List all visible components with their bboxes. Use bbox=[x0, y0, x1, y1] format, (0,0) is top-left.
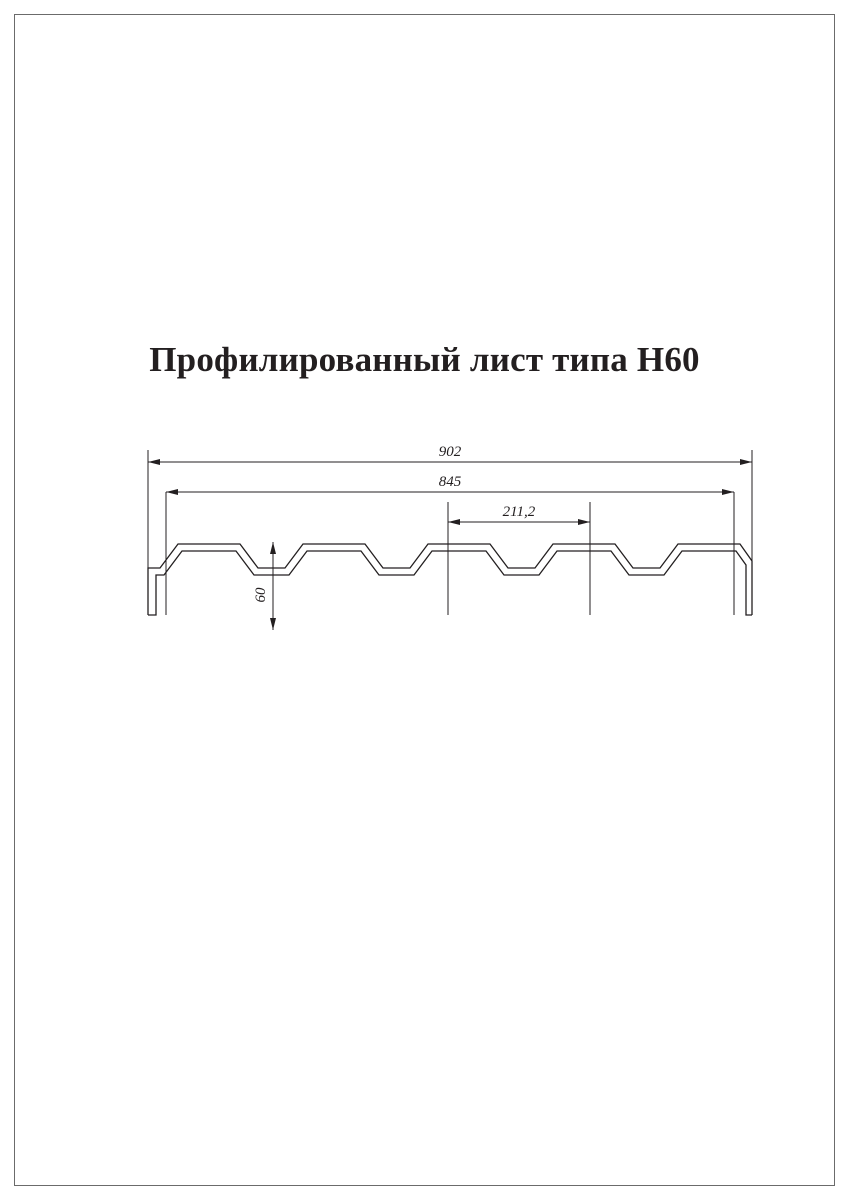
page-title: Профилированный лист типа Н60 bbox=[149, 340, 700, 379]
technical-drawing bbox=[110, 430, 790, 690]
dimension-845 bbox=[166, 489, 734, 615]
dimension-60 bbox=[270, 542, 276, 630]
dimension-label-60: 60 bbox=[253, 587, 269, 603]
profile-outline bbox=[148, 544, 752, 615]
dimension-label-845: 845 bbox=[438, 474, 462, 490]
dimension-label-902: 902 bbox=[438, 444, 462, 460]
dimension-label-211-2: 211,2 bbox=[502, 504, 536, 520]
